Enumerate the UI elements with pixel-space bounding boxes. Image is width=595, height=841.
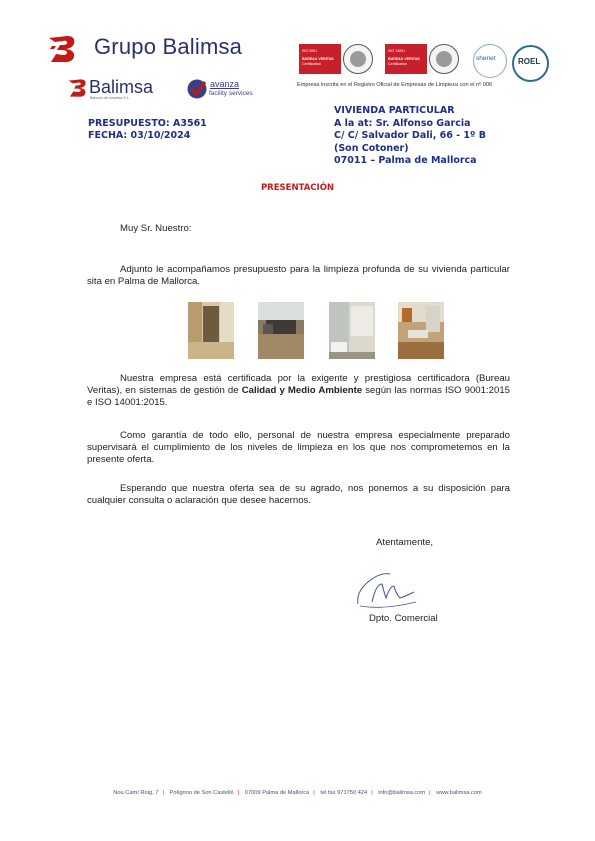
paragraph-2 bbox=[87, 373, 510, 409]
paragraph-4 bbox=[87, 483, 510, 507]
paragraph-1 bbox=[87, 264, 510, 288]
recipient-line: C/ C/ Salvador Dali, 66 - 1º B bbox=[334, 130, 486, 141]
brand-subtitle: Balones de Limpieza S.L. bbox=[90, 96, 130, 100]
footer-city: 07009 Palma de Mallorca bbox=[244, 790, 310, 796]
cert-line: BUREAU VERITAS bbox=[302, 57, 334, 61]
recipient-line: A la at: Sr. Alfonso Garcia bbox=[334, 117, 471, 129]
cert-line: ISO 9001 bbox=[302, 49, 318, 53]
hallway-photo bbox=[188, 302, 234, 359]
shenet-label: shenet bbox=[476, 55, 496, 62]
living-room-photo bbox=[258, 302, 304, 359]
paragraph-bold-text: Calidad y Medio Ambiente bbox=[241, 385, 363, 396]
roel-label: ROEL bbox=[518, 57, 541, 66]
registry-note: Empresa inscrita en el Registro Oficial de Empresas de Limpieza con el nº 006 bbox=[297, 82, 493, 88]
closing: Atentamente, bbox=[376, 537, 434, 548]
footer bbox=[0, 790, 595, 796]
iso-9001-badge bbox=[299, 44, 379, 76]
greeting: Muy Sr. Nuestro: bbox=[120, 223, 192, 234]
footer-email[interactable]: info@balimsa.com bbox=[378, 790, 426, 796]
cert-line: Certification bbox=[302, 62, 321, 66]
recipient-line: 07011 – Palma de Mallorca bbox=[334, 155, 477, 166]
recipient-address bbox=[334, 105, 486, 168]
grupo-balimsa-logo-icon bbox=[47, 34, 79, 64]
paragraph-text: Como garantía de todo ello, personal de nuestra empresa especialmente preparado supervisará el cumplimiento de los niveles de limpieza en los que nos comprometemos en la presente oferta. bbox=[87, 430, 510, 465]
paragraph-3 bbox=[87, 430, 510, 466]
quote-number: PRESUPUESTO: A3561 bbox=[88, 118, 207, 129]
cert-line: ISO 14001 bbox=[388, 49, 406, 53]
footer-separator: | bbox=[313, 790, 315, 796]
quote-date: FECHA: 03/10/2024 bbox=[88, 130, 191, 141]
signature-icon bbox=[354, 562, 424, 612]
paragraph-text: Esperando que nuestra oferta sea de su agrado, nos ponemos a su disposición para cualquier consulta o aclaración que desee hacernos. bbox=[87, 483, 510, 506]
bureau-veritas-seal-icon bbox=[343, 44, 373, 74]
paragraph-text: según las normas ISO 9001:2015 e ISO 14001:2015. bbox=[87, 385, 510, 408]
bureau-veritas-seal-icon bbox=[429, 44, 459, 74]
quote-info bbox=[88, 118, 207, 142]
footer-website[interactable]: www.balimsa.com bbox=[436, 790, 482, 796]
balimsa-logo-icon bbox=[67, 78, 89, 98]
paragraph-text: Nuestra empresa está certificada por la exigente y prestigiosa certificadora (Bureau Veritas), en sistemas de gestión de bbox=[87, 373, 510, 396]
footer-separator: | bbox=[371, 790, 373, 796]
footer-area: Polígono de Son Castelló bbox=[169, 790, 234, 796]
iso-14001-badge bbox=[385, 44, 465, 76]
recipient-line: (Son Cotoner) bbox=[334, 142, 409, 154]
document-title: PRESENTACIÓN bbox=[260, 183, 335, 193]
signer: Dpto. Comercial bbox=[369, 613, 438, 624]
bathroom-photo bbox=[329, 302, 375, 359]
group-name: Grupo Balimsa bbox=[94, 34, 243, 59]
recipient-line: VIVIENDA PARTICULAR bbox=[334, 105, 455, 116]
partner-name: avanza bbox=[210, 79, 240, 89]
partner-subtitle: facility services bbox=[209, 90, 253, 97]
kitchen-photo bbox=[398, 302, 444, 359]
cert-line: Certification bbox=[388, 62, 407, 66]
footer-separator: | bbox=[237, 790, 240, 796]
cert-line: BUREAU VERITAS bbox=[388, 57, 420, 61]
avanza-logo-icon bbox=[186, 78, 208, 100]
footer-address: Nou Camí Roig, 7 bbox=[113, 790, 159, 796]
brand-name: Balimsa bbox=[89, 77, 154, 97]
footer-phone: tel fax 971750 424 bbox=[320, 790, 368, 796]
footer-separator: | bbox=[429, 790, 431, 796]
paragraph-text: Adjunto le acompañamos presupuesto para la limpieza profunda de su vivienda particular sita en Palma de Mallorca. bbox=[87, 264, 510, 287]
footer-separator: | bbox=[162, 790, 164, 796]
